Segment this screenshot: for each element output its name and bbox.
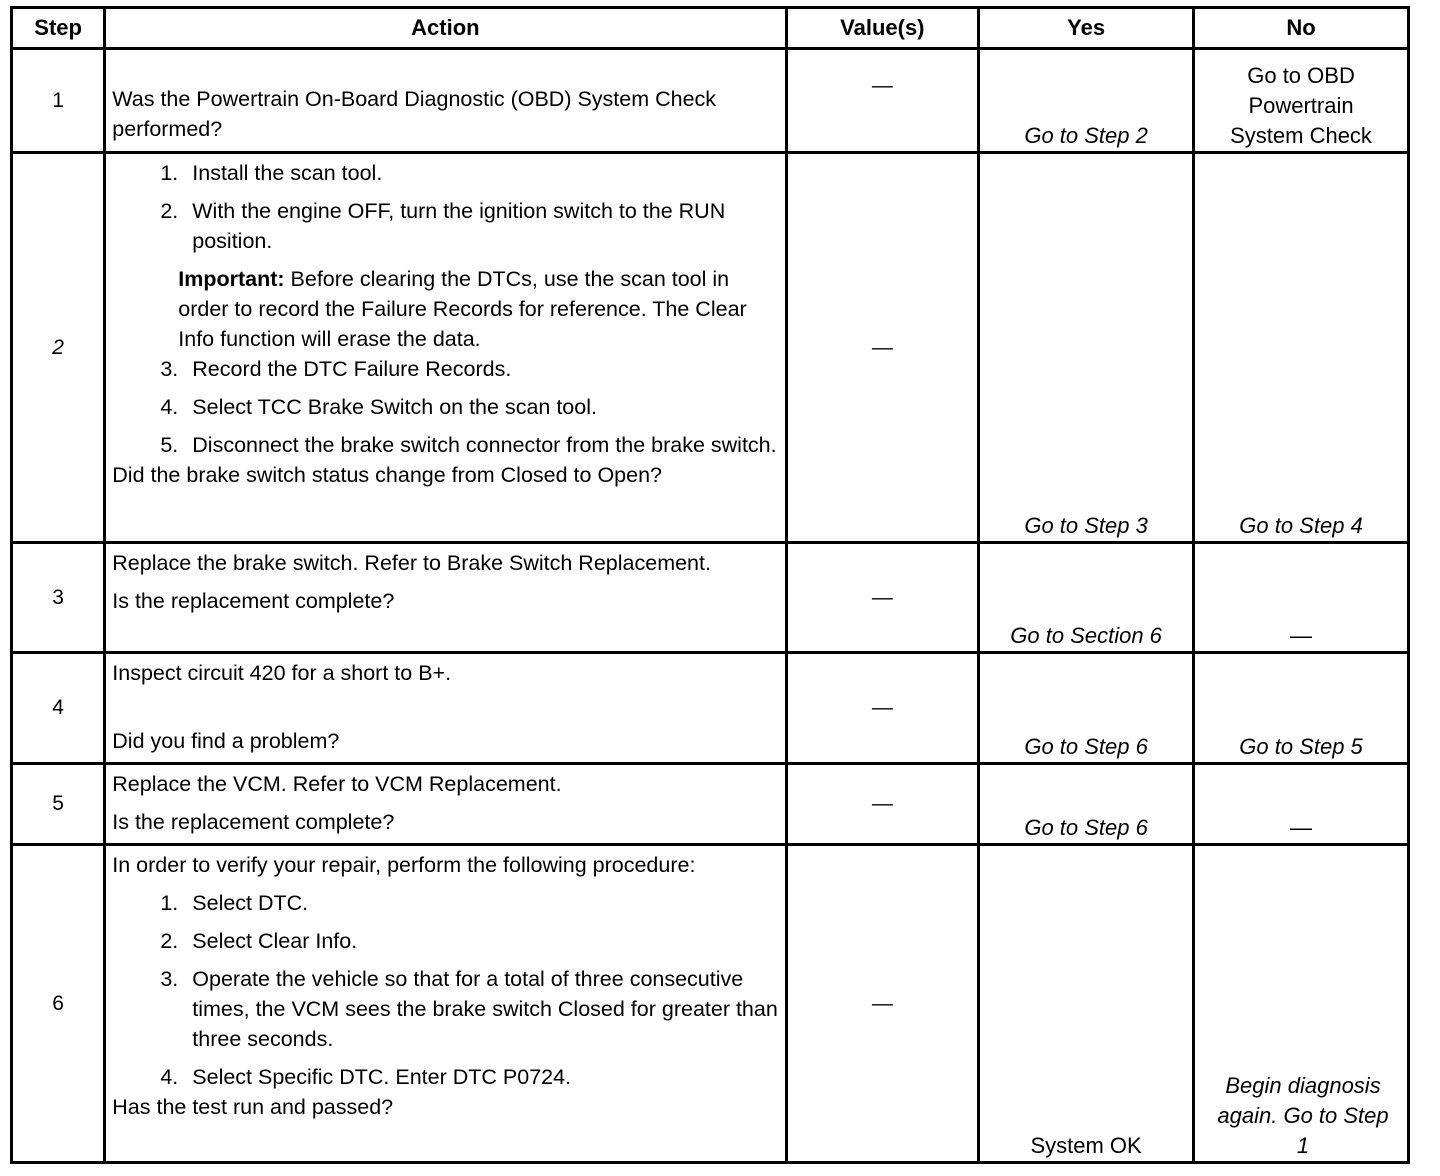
step-number: 2 bbox=[12, 153, 105, 543]
list-item: 5. Disconnect the brake switch connector from the brake switch. bbox=[160, 433, 777, 457]
values-cell: — bbox=[786, 543, 979, 653]
values-cell: — bbox=[786, 49, 979, 153]
action-cell bbox=[105, 49, 786, 153]
table-row bbox=[12, 653, 1409, 764]
no-result: Go to Step 4 bbox=[1194, 153, 1409, 543]
action-text: Inspect circuit 420 for a short to B+. bbox=[112, 661, 452, 685]
important-text: Before clearing the DTCs, use the scan tool in order to record the Failure Records for reference. The Clear Info function will erase the data. bbox=[178, 267, 747, 351]
list-item: 2. Select Clear Info. bbox=[160, 929, 358, 953]
action-cell bbox=[105, 845, 786, 1163]
action-text: In order to verify your repair, perform the following procedure: bbox=[112, 853, 696, 877]
procedure-list bbox=[112, 888, 780, 1092]
no-result: — bbox=[1194, 543, 1409, 653]
no-result: — bbox=[1194, 764, 1409, 845]
list-item: 4. Select Specific DTC. Enter DTC P0724. bbox=[160, 1065, 572, 1089]
list-item: 1. Select DTC. bbox=[160, 891, 309, 915]
yes-result: System OK bbox=[979, 845, 1194, 1163]
values-cell: — bbox=[786, 153, 979, 543]
no-result-text: Begin diagnosis again. Go to Step 1 bbox=[1217, 1073, 1389, 1158]
no-result: Go to Step 5 bbox=[1194, 653, 1409, 764]
step-number: 1 bbox=[12, 49, 105, 153]
no-result-text: Go to OBD Powertrain System Check bbox=[1230, 63, 1372, 148]
yes-result: Go to Step 6 bbox=[979, 764, 1194, 845]
action-text: Replace the VCM. Refer to VCM Replacement. bbox=[112, 772, 562, 796]
list-item: 2. With the engine OFF, turn the ignition switch to the RUN position. bbox=[160, 199, 726, 253]
action-cell bbox=[105, 543, 786, 653]
header-values: Value(s) bbox=[786, 8, 979, 49]
header-step: Step bbox=[12, 8, 105, 49]
action-cell bbox=[105, 764, 786, 845]
action-cell bbox=[105, 653, 786, 764]
action-question: Is the replacement complete? bbox=[112, 589, 395, 613]
action-text: Replace the brake switch. Refer to Brake Switch Replacement. bbox=[112, 551, 711, 575]
header-no: No bbox=[1194, 8, 1409, 49]
yes-result: Go to Step 2 bbox=[979, 49, 1194, 153]
table-row bbox=[12, 764, 1409, 845]
step-number: 6 bbox=[12, 845, 105, 1163]
action-cell bbox=[105, 153, 786, 543]
procedure-list bbox=[112, 158, 780, 256]
action-question: Was the Powertrain On-Board Diagnostic (OBD) System Check performed? bbox=[112, 87, 717, 141]
yes-result: Go to Step 3 bbox=[979, 153, 1194, 543]
header-action: Action bbox=[105, 8, 786, 49]
yes-result: Go to Step 6 bbox=[979, 653, 1194, 764]
list-item: 4. Select TCC Brake Switch on the scan tool. bbox=[160, 395, 597, 419]
no-result bbox=[1194, 845, 1409, 1163]
action-question: Has the test run and passed? bbox=[112, 1095, 394, 1119]
no-result bbox=[1194, 49, 1409, 153]
list-item: 1. Install the scan tool. bbox=[160, 161, 383, 185]
header-row bbox=[12, 8, 1409, 49]
table-row bbox=[12, 49, 1409, 153]
values-cell: — bbox=[786, 653, 979, 764]
list-item: 3. Record the DTC Failure Records. bbox=[160, 357, 512, 381]
list-item: 3. Operate the vehicle so that for a total of three consecutive times, the VCM sees the brake switch Closed for greater than three seconds. bbox=[160, 967, 778, 1051]
action-question: Did the brake switch status change from Closed to Open? bbox=[112, 463, 662, 487]
values-cell: — bbox=[786, 764, 979, 845]
step-number: 4 bbox=[12, 653, 105, 764]
table-row bbox=[12, 845, 1409, 1163]
procedure-list bbox=[112, 354, 780, 460]
important-label: Important: bbox=[178, 267, 285, 291]
yes-result: Go to Section 6 bbox=[979, 543, 1194, 653]
diagnostic-table bbox=[10, 6, 1410, 1164]
values-cell: — bbox=[786, 845, 979, 1163]
important-note bbox=[112, 264, 780, 354]
table-row bbox=[12, 153, 1409, 543]
table-row bbox=[12, 543, 1409, 653]
action-question: Is the replacement complete? bbox=[112, 810, 395, 834]
action-question: Did you find a problem? bbox=[112, 729, 340, 753]
step-number: 3 bbox=[12, 543, 105, 653]
step-number: 5 bbox=[12, 764, 105, 845]
header-yes: Yes bbox=[979, 8, 1194, 49]
